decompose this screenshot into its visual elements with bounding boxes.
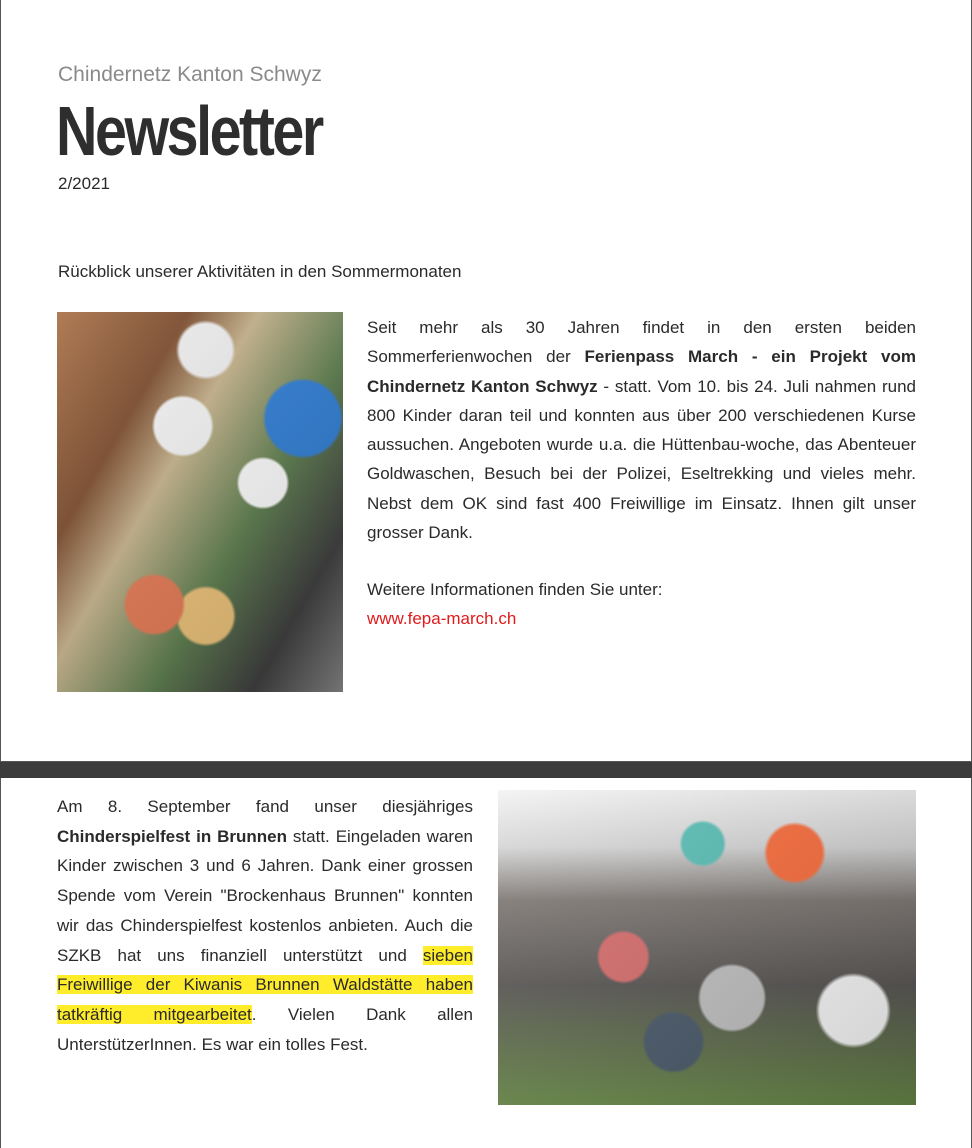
fepa-march-link[interactable]: www.fepa-march.ch xyxy=(367,609,517,628)
organization-name: Chindernetz Kanton Schwyz xyxy=(58,63,322,86)
ferienpass-text-start: Seit mehr als 30 Jahren findet in den ersten beiden Sommerferienwochen der xyxy=(367,318,916,367)
more-info-label: Weitere Informationen finden Sie unter: xyxy=(367,580,663,599)
kiwanis-highlight: sieben Freiwillige der Kiwanis Brunnen Waldstätte haben tatkräftig mitgearbeitet xyxy=(57,945,473,1024)
page-title: Newsletter xyxy=(56,92,322,170)
ferienpass-photo xyxy=(57,312,343,692)
spielfest-text-end: . Vielen Dank allen UnterstützerInnen. Es war ein tolles Fest. xyxy=(57,1004,473,1054)
page-separator xyxy=(0,762,972,778)
photo-overlay xyxy=(57,312,343,692)
spielfest-paragraph xyxy=(57,792,473,1059)
photo-overlay xyxy=(498,790,916,1105)
section-intro: Rückblick unserer Aktivitäten in den Sommermonaten xyxy=(58,262,462,281)
ferienpass-project-name: Ferienpass March - ein Projekt vom Chindernetz Kanton Schwyz xyxy=(367,347,917,396)
spielfest-text-start: Am 8. September fand unser diesjähriges xyxy=(57,797,473,816)
ferienpass-paragraph xyxy=(367,313,916,547)
ferienpass-text-end: - statt. Vom 10. bis 24. Juli nahmen rund 800 Kinder daran teil und konnten aus über 200 verschiedenen Kurse aussuchen. Angeboten wurde u.a. die Hüttenbau-woche, das Abenteuer Goldwaschen, Besuch bei der Polizei, Eseltrekking und vieles mehr. Nebst dem OK sind fast 400 Freiwillige im Einsatz. Ihnen gilt unser grosser Dank. xyxy=(367,376,916,543)
spielfest-event-name: Chinderspielfest in Brunnen xyxy=(57,826,288,846)
spielfest-text-middle: statt. Eingeladen waren Kinder zwischen 3 und 6 Jahren. Dank einer grossen Spende vom Verein "Brockenhaus Brunnen" konnten wir das Chinderspielfest kostenlos anbieten. Auch die SZKB hat uns finanziell unterstützt und xyxy=(57,826,473,965)
spielfest-photo xyxy=(498,790,916,1105)
issue-number: 2/2021 xyxy=(58,174,110,193)
